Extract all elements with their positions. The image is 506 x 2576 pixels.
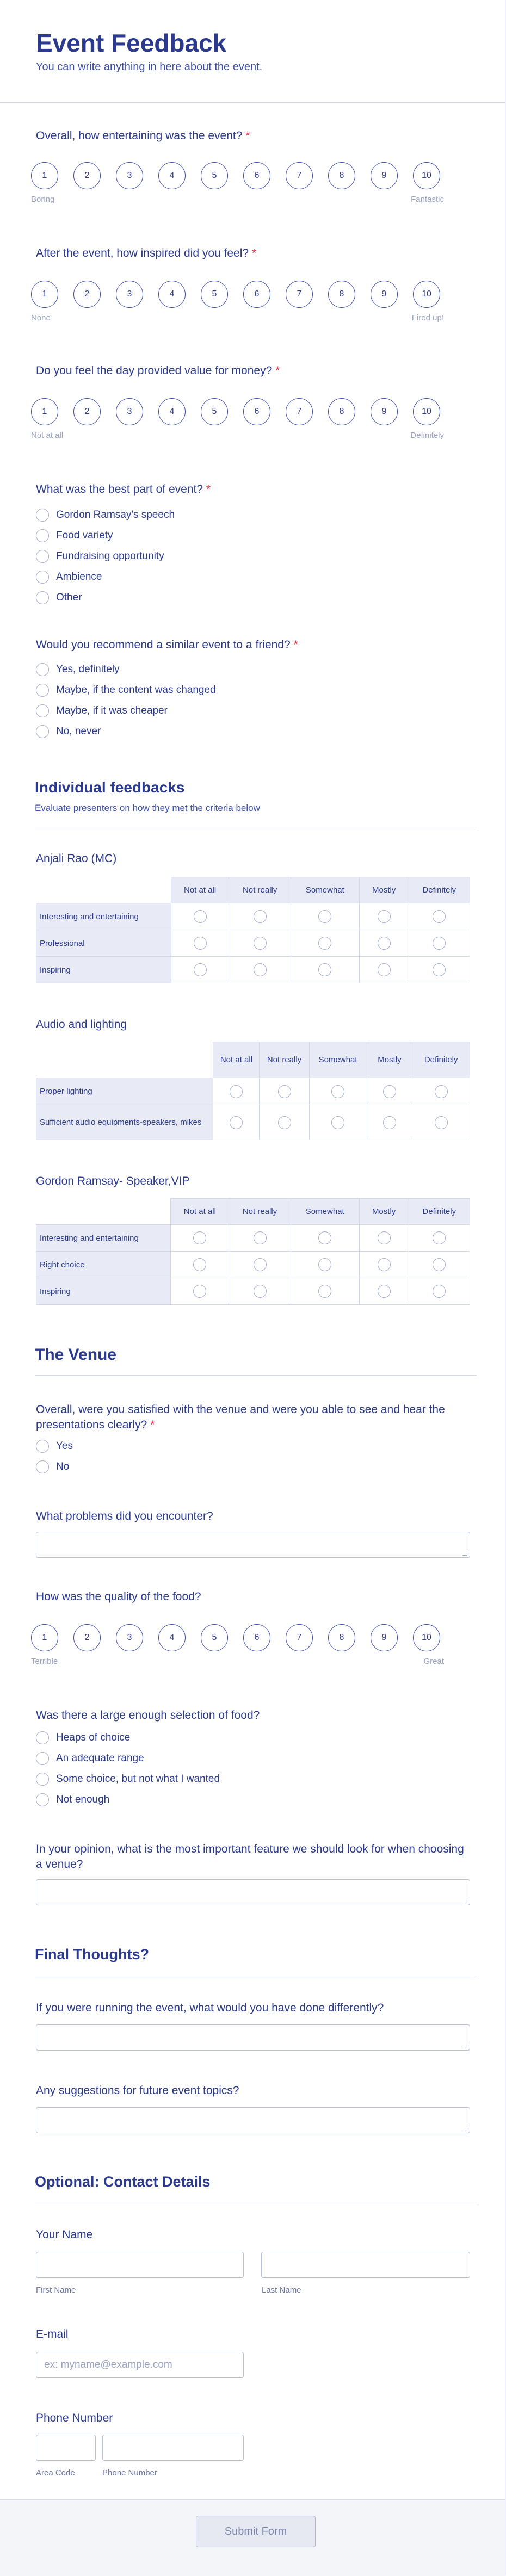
matrix-row [36,957,470,983]
matrix-radio[interactable] [318,937,331,950]
question-value [36,364,280,377]
matrix-cell [229,903,291,930]
matrix-cell [229,1252,291,1278]
matrix-gordon-title: Gordon Ramsay- Speaker,VIP [36,1175,190,1187]
rating-option-7[interactable]: 7 [286,398,313,425]
scale-low-label: Not at all [31,431,64,440]
last-name-input[interactable] [261,2252,470,2278]
rating-option-10[interactable]: 10 [413,398,440,425]
matrix-radio[interactable] [254,1258,267,1271]
matrix-cell [291,1278,359,1305]
venue-feature-textarea[interactable] [36,1879,470,1905]
matrix-cell [409,957,470,983]
section-individual-heading: Individual feedbacks [35,779,185,796]
rating-option-8[interactable]: 8 [328,1624,355,1651]
radio-label: Other [56,592,82,603]
radio-button[interactable] [36,1773,49,1786]
question-entertaining-text: Overall, how entertaining was the event? [36,129,243,142]
matrix-cell [367,1078,412,1105]
radio-option[interactable] [36,587,175,608]
matrix-radio[interactable] [194,963,207,976]
matrix-cell [171,1278,229,1305]
matrix-cell [229,1225,291,1252]
matrix-radio[interactable] [433,1285,446,1298]
matrix-row-label: Inspiring [36,957,171,983]
rating-option-2[interactable]: 2 [73,398,101,425]
matrix-radio[interactable] [433,910,446,923]
matrix-radio[interactable] [194,937,207,950]
question-best-part-text: What was the best part of event? [36,483,203,496]
matrix-radio[interactable] [254,1285,267,1298]
matrix-column-header: Not at all [171,1199,229,1225]
matrix-radio[interactable] [318,1258,331,1271]
matrix-radio[interactable] [378,963,391,976]
matrix-row [36,1252,470,1278]
question-food-selection: Was there a large enough selection of food? [36,1709,260,1722]
matrix-radio[interactable] [433,963,446,976]
radio-button[interactable] [36,704,49,717]
phone-number-sublabel: Phone Number [102,2468,157,2478]
email-input[interactable] [36,2352,244,2378]
required-mark: * [275,364,280,377]
matrix-row [36,930,470,957]
matrix-cell [359,1278,409,1305]
question-food-quality: How was the quality of the food? [36,1590,201,1603]
radio-option[interactable] [36,1436,73,1457]
question-inspired-text: After the event, how inspired did you feel? [36,247,249,259]
matrix-cell [171,1225,229,1252]
matrix-cell [409,1225,470,1252]
matrix-radio[interactable] [433,1231,446,1244]
matrix-row-label: Interesting and entertaining [36,903,171,930]
matrix-row [36,1278,470,1305]
matrix-radio[interactable] [278,1116,291,1129]
matrix-cell [171,930,229,957]
matrix-column-header: Somewhat [309,1042,367,1078]
matrix-gordon [36,1198,470,1305]
rating-option-2[interactable]: 2 [73,162,101,189]
question-recommend [36,639,298,652]
question-satisfied-text: Overall, were you satisfied with the venue and were you able to see and hear the presentations clearly? [36,1403,445,1431]
area-code-input[interactable] [36,2435,96,2461]
matrix-radio[interactable] [318,1285,331,1298]
radio-option[interactable] [36,1789,220,1810]
problems-textarea[interactable] [36,1532,470,1558]
matrix-radio[interactable] [433,937,446,950]
rating-option-8[interactable]: 8 [328,281,355,308]
rating-option-5[interactable]: 5 [201,281,228,308]
matrix-cell [229,930,291,957]
area-code-sublabel: Area Code [36,2468,75,2478]
rating-option-6[interactable]: 6 [243,162,270,189]
matrix-cell [309,1105,367,1140]
rating-option-4[interactable]: 4 [158,162,186,189]
header-divider [0,102,505,103]
matrix-radio[interactable] [278,1085,291,1098]
submit-button[interactable]: Submit Form [196,2516,316,2547]
matrix-radio[interactable] [254,910,267,923]
scale-low-label: Boring [31,195,55,204]
matrix-audio [36,1042,470,1140]
matrix-row-label: Inspiring [36,1278,171,1305]
rating-option-1[interactable]: 1 [31,398,58,425]
phone-number-input[interactable] [102,2435,244,2461]
radio-button[interactable] [36,550,49,563]
rating-option-9[interactable]: 9 [371,398,398,425]
matrix-radio[interactable] [331,1116,344,1129]
question-inspired [36,247,256,260]
matrix-cell [309,1078,367,1105]
rating-option-2[interactable]: 2 [73,1624,101,1651]
radio-option[interactable] [36,567,175,587]
matrix-radio[interactable] [230,1085,243,1098]
matrix-cell [359,1252,409,1278]
matrix-cell [260,1078,309,1105]
matrix-radio[interactable] [378,1285,391,1298]
email-label: E-mail [36,2328,69,2340]
rating-option-4[interactable]: 4 [158,398,186,425]
email-placeholder: ex: myname@example.com [44,2359,172,2370]
matrix-row-label: Sufficient audio equipments-speakers, mikes [36,1105,213,1140]
matrix-cell [171,1252,229,1278]
matrix-radio[interactable] [254,937,267,950]
radio-option[interactable] [36,505,175,525]
scale-high-label: Fired up! [411,313,444,323]
name-label: Your Name [36,2228,93,2241]
scale-low-label: None [31,313,51,323]
matrix-radio[interactable] [318,963,331,976]
rating-option-5[interactable]: 5 [201,162,228,189]
last-name-sublabel: Last Name [262,2286,301,2295]
question-recommend-text: Would you recommend a similar event to a friend? [36,639,291,651]
required-mark: * [150,1419,155,1431]
question-value-text: Do you feel the day provided value for money? [36,364,273,377]
matrix-cell [409,903,470,930]
matrix-cell [359,930,409,957]
radio-button[interactable] [36,1460,49,1473]
matrix-cell [359,903,409,930]
radio-button[interactable] [36,1752,49,1765]
matrix-radio[interactable] [378,910,391,923]
radio-option[interactable] [36,1748,220,1769]
differently-textarea[interactable] [36,2024,470,2051]
scale-high-label: Fantastic [411,195,444,204]
radio-button[interactable] [36,571,49,584]
matrix-cell [409,930,470,957]
radio-label: Ambience [56,571,102,583]
radio-group-best-part [36,505,175,608]
matrix-column-header: Mostly [367,1042,412,1078]
matrix-radio[interactable] [378,1258,391,1271]
rating-option-10[interactable]: 10 [413,162,440,189]
matrix-column-header: Somewhat [291,877,359,903]
matrix-cell [412,1105,470,1140]
phone-label: Phone Number [36,2412,113,2424]
radio-option[interactable] [36,1727,220,1748]
radio-label: Yes, definitely [56,664,120,675]
form-subtitle: You can write anything in here about the event. [36,61,263,73]
matrix-row-label: Interesting and entertaining [36,1225,171,1252]
scale-high-label: Great [423,1657,444,1666]
section-individual-subheading: Evaluate presenters on how they met the criteria below [35,803,260,813]
matrix-row-label: Proper lighting [36,1078,213,1105]
matrix-column-header: Mostly [359,1199,409,1225]
question-entertaining [36,129,250,143]
matrix-radio[interactable] [378,937,391,950]
matrix-radio[interactable] [435,1085,448,1098]
scale-high-label: Definitely [410,431,444,440]
resize-grip-icon[interactable] [462,1551,467,1556]
rating-option-5[interactable]: 5 [201,1624,228,1651]
rating-option-9[interactable]: 9 [371,1624,398,1651]
matrix-column-header: Not really [229,877,291,903]
rating-option-1[interactable]: 1 [31,1624,58,1651]
radio-button[interactable] [36,1731,49,1744]
radio-button[interactable] [36,1440,49,1453]
matrix-cell [213,1105,260,1140]
matrix-column-header: Definitely [412,1042,470,1078]
question-differently: If you were running the event, what would you have done differently? [36,2002,384,2014]
matrix-radio[interactable] [331,1085,344,1098]
radio-label: Yes [56,1440,73,1452]
radio-label: Not enough [56,1794,110,1805]
rating-option-10[interactable]: 10 [413,1624,440,1651]
matrix-radio[interactable] [383,1116,396,1129]
matrix-column-header: Mostly [359,877,409,903]
matrix-radio[interactable] [230,1116,243,1129]
radio-option[interactable] [36,546,175,567]
radio-label: Maybe, if the content was changed [56,684,216,696]
first-name-input[interactable] [36,2252,244,2278]
radio-group-recommend [36,659,216,742]
rating-option-3[interactable]: 3 [116,398,143,425]
radio-button[interactable] [36,529,49,542]
radio-label: Gordon Ramsay's speech [56,509,175,521]
radio-button[interactable] [36,725,49,738]
radio-label: An adequate range [56,1753,144,1764]
radio-option[interactable] [36,721,216,742]
matrix-column-header: Not really [229,1199,291,1225]
matrix-cell [291,903,359,930]
radio-label: Fundraising opportunity [56,550,164,562]
rating-option-9[interactable]: 9 [371,281,398,308]
rating-option-7[interactable]: 7 [286,281,313,308]
radio-button[interactable] [36,509,49,522]
matrix-cell [359,957,409,983]
matrix-cell [409,1252,470,1278]
radio-button[interactable] [36,591,49,604]
section-final-heading: Final Thoughts? [35,1946,149,1962]
matrix-cell [291,1252,359,1278]
rating-option-8[interactable]: 8 [328,162,355,189]
matrix-cell [171,903,229,930]
radio-group-satisfied [36,1436,73,1477]
radio-label: Maybe, if it was cheaper [56,705,168,716]
question-venue-feature: In your opinion, what is the most important feature we should look for when choosing a venue? [36,1843,464,1871]
resize-grip-icon[interactable] [462,1898,467,1903]
required-mark: * [293,639,298,651]
required-mark: * [251,247,257,259]
matrix-cell [409,1278,470,1305]
section-divider [35,1375,477,1376]
matrix-corner [36,1199,171,1225]
matrix-row [36,1105,470,1140]
matrix-column-header: Definitely [409,1199,470,1225]
radio-group-food-selection [36,1727,220,1810]
matrix-row-label: Right choice [36,1252,171,1278]
matrix-radio[interactable] [318,1231,331,1244]
required-mark: * [245,129,250,142]
section-contact-heading: Optional: Contact Details [35,2174,211,2190]
rating-option-5[interactable]: 5 [201,398,228,425]
matrix-cell [213,1078,260,1105]
matrix-cell [229,957,291,983]
rating-option-6[interactable]: 6 [243,281,270,308]
rating-option-2[interactable]: 2 [73,281,101,308]
radio-option[interactable] [36,659,216,680]
first-name-sublabel: First Name [36,2286,76,2295]
rating-option-3[interactable]: 3 [116,1624,143,1651]
rating-option-3[interactable]: 3 [116,281,143,308]
matrix-cell [171,957,229,983]
matrix-row [36,1225,470,1252]
radio-option[interactable] [36,680,216,701]
radio-label: Food variety [56,530,113,541]
radio-button[interactable] [36,1793,49,1806]
rating-option-6[interactable]: 6 [243,1624,270,1651]
form-title: Event Feedback [36,29,227,57]
radio-option[interactable] [36,525,175,546]
question-suggestions: Any suggestions for future event topics? [36,2084,239,2097]
suggestions-textarea[interactable] [36,2107,470,2133]
matrix-radio[interactable] [193,1285,206,1298]
rating-option-7[interactable]: 7 [286,1624,313,1651]
rating-option-10[interactable]: 10 [413,281,440,308]
rating-option-3[interactable]: 3 [116,162,143,189]
matrix-anjali [36,877,470,983]
question-problems: What problems did you encounter? [36,1510,213,1522]
rating-option-1[interactable]: 1 [31,281,58,308]
matrix-column-header: Not at all [213,1042,260,1078]
radio-option[interactable] [36,1457,73,1477]
radio-button[interactable] [36,684,49,697]
rating-option-4[interactable]: 4 [158,1624,186,1651]
matrix-radio[interactable] [193,1258,206,1271]
radio-label: No [56,1461,70,1472]
question-satisfied [36,1402,466,1433]
matrix-cell [412,1078,470,1105]
radio-option[interactable] [36,1769,220,1789]
rating-option-9[interactable]: 9 [371,162,398,189]
rating-option-1[interactable]: 1 [31,162,58,189]
rating-option-6[interactable]: 6 [243,398,270,425]
matrix-audio-title: Audio and lighting [36,1018,127,1031]
matrix-radio[interactable] [254,963,267,976]
resize-grip-icon[interactable] [462,2126,467,2131]
required-mark: * [206,483,211,496]
section-venue-heading: The Venue [35,1346,117,1364]
matrix-row [36,903,470,930]
matrix-radio[interactable] [193,1231,206,1244]
matrix-cell [367,1105,412,1140]
matrix-radio[interactable] [378,1231,391,1244]
matrix-radio[interactable] [433,1258,446,1271]
matrix-cell [291,1225,359,1252]
radio-label: Heaps of choice [56,1732,131,1743]
radio-label: No, never [56,726,101,737]
matrix-corner [36,877,171,903]
matrix-column-header: Not at all [171,877,229,903]
matrix-cell [229,1278,291,1305]
matrix-column-header: Definitely [409,877,470,903]
matrix-radio[interactable] [383,1085,396,1098]
matrix-anjali-title: Anjali Rao (MC) [36,852,117,865]
matrix-row [36,1078,470,1105]
matrix-column-header: Not really [260,1042,309,1078]
rating-option-8[interactable]: 8 [328,398,355,425]
matrix-column-header: Somewhat [291,1199,359,1225]
scale-low-label: Terrible [31,1657,58,1666]
matrix-radio[interactable] [194,910,207,923]
matrix-corner [36,1042,213,1078]
rating-option-4[interactable]: 4 [158,281,186,308]
matrix-cell [291,957,359,983]
radio-button[interactable] [36,663,49,676]
matrix-row-label: Professional [36,930,171,957]
matrix-radio[interactable] [435,1116,448,1129]
radio-label: Some choice, but not what I wanted [56,1773,220,1785]
matrix-radio[interactable] [318,910,331,923]
matrix-cell [359,1225,409,1252]
rating-option-7[interactable]: 7 [286,162,313,189]
matrix-radio[interactable] [254,1231,267,1244]
radio-option[interactable] [36,701,216,721]
matrix-cell [291,930,359,957]
resize-grip-icon[interactable] [462,2044,467,2048]
matrix-cell [260,1105,309,1140]
question-best-part [36,483,211,496]
